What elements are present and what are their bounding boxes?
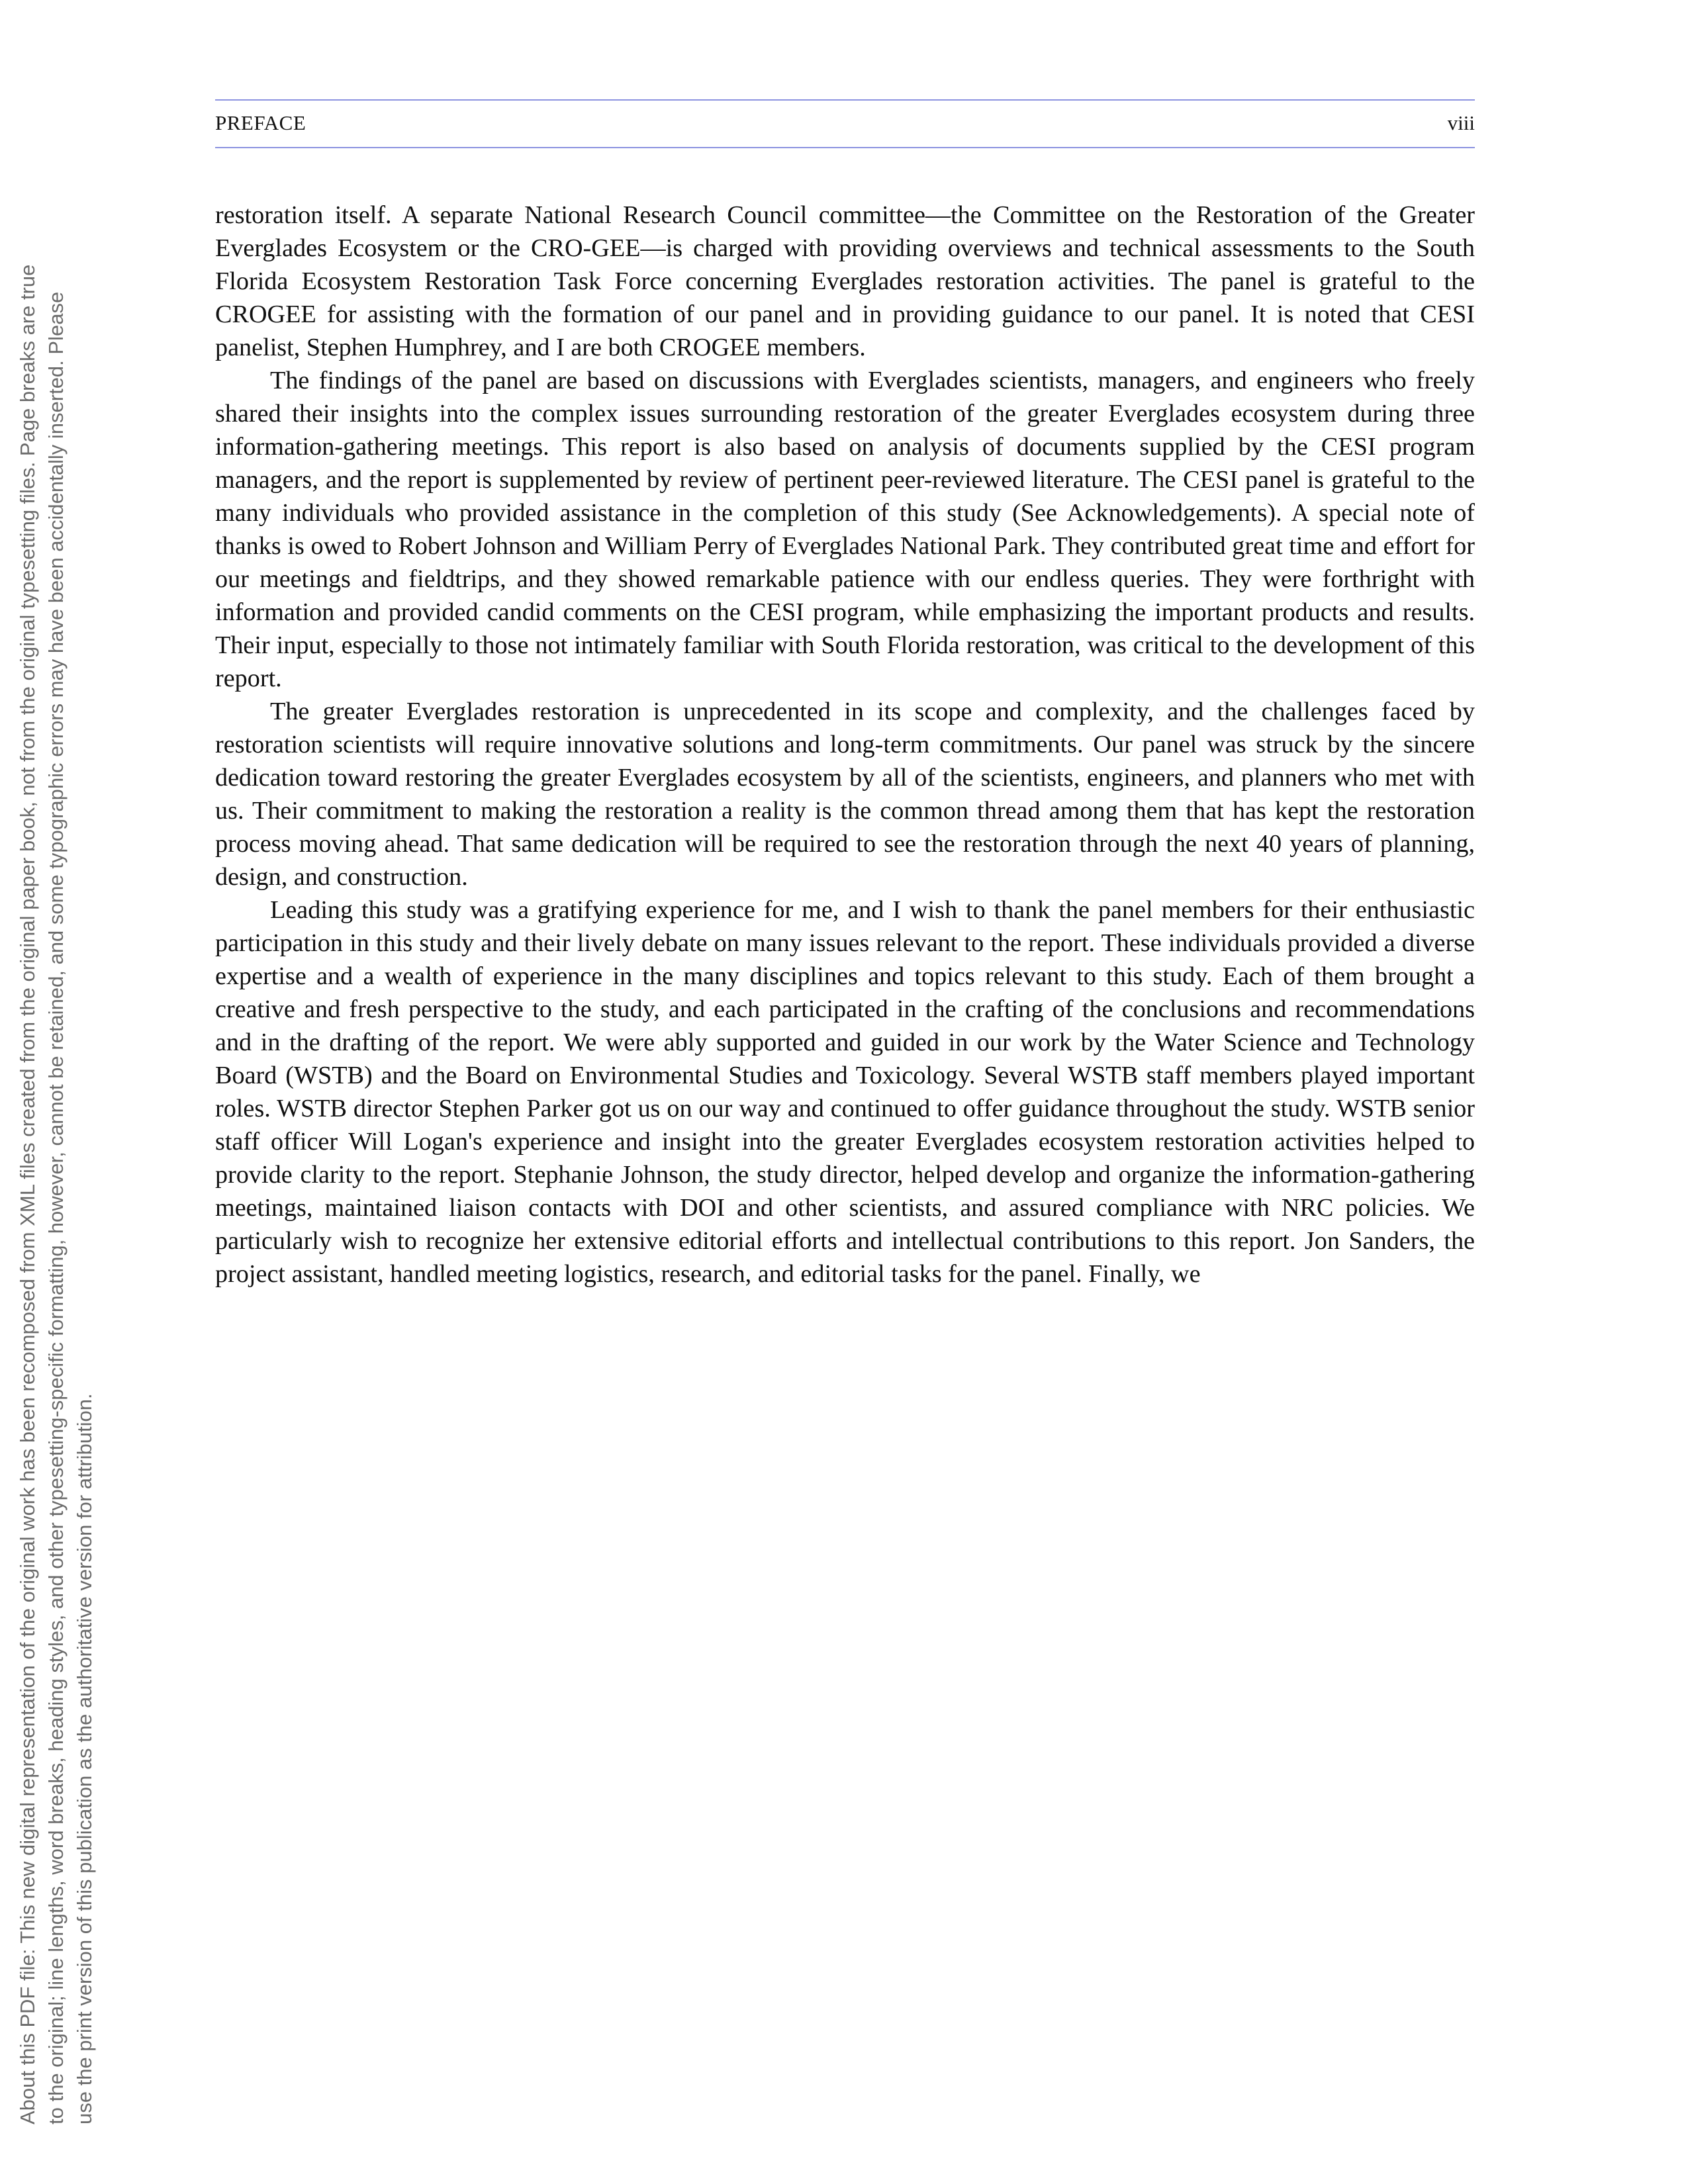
paragraph-restoration-challenges: The greater Everglades restoration is unprecedented in its scope and complexity, and the challenges faced by restoration scientists will require innovative solutions and long-term commitments. Our panel was struck by the sincere dedication toward restoring the greater Everglades ecosystem by all of the scientists, engineers, and planners who met with us. Their commitment to making the restoration a reality is the common thread among them that has kept the restoration process moving ahead. That same dedication will be required to see the restoration through the next 40 years of planning, design, and construction. xyxy=(215,698,1475,891)
header-bottom-rule xyxy=(215,147,1475,148)
pdf-disclaimer-line-3: use the print version of this publication as the authoritative version for attribution. xyxy=(73,1393,96,2124)
paragraph-continued: restoration itself. A separate National Research Council committee—the Committee on the Restoration of the Greater Everglades Ecosystem or the CRO-GEE—is charged with providing overviews and technical assessments to the South Florida Ecosystem Restoration Task Force concerning Everglades restoration activities. The panel is grateful to the CROGEE for assisting with the formation of our panel and in providing guidance to our panel. It is noted that CESI panelist, Stephen Humphrey, and I are both CROGEE members. xyxy=(215,201,1475,361)
page-number: viii xyxy=(1447,111,1475,134)
preface-body xyxy=(215,199,1475,1291)
running-head: PREFACE xyxy=(215,111,306,134)
pdf-disclaimer-note xyxy=(13,73,99,2124)
pdf-disclaimer-line-2: to the original; line lengths, word breaks, heading styles, and other typesetting-specific formatting, however, cannot be retained, and some typographic errors may have been accidentally inserted. Please xyxy=(44,291,68,2124)
header-top-rule xyxy=(215,99,1475,101)
pdf-disclaimer-line-1: About this PDF file: This new digital representation of the original work has been recomposed from XML files created from the original paper book, not from the original typesetting files. Page breaks are true xyxy=(16,264,39,2124)
paragraph-findings: The findings of the panel are based on discussions with Everglades scientists, managers, and engineers who freely shared their insights into the complex issues surrounding restoration of the greater Everglades ecosystem during three information-gathering meetings. This report is also based on analysis of documents supplied by the CESI program managers, and the report is supplemented by review of pertinent peer-reviewed literature. The CESI panel is grateful to the many individuals who provided assistance in the completion of this study (See Acknowledgements). A special note of thanks is owed to Robert Johnson and William Perry of Everglades National Park. They contributed great time and effort for our meetings and fieldtrips, and they showed remarkable patience with our endless queries. They were forthright with information and provided candid comments on the CESI program, while emphasizing the important products and results. Their input, especially to those not intimately familiar with South Florida restoration, was critical to the development of this report. xyxy=(215,367,1475,692)
paragraph-acknowledgements: Leading this study was a gratifying experience for me, and I wish to thank the panel members for their enthusiastic participation in this study and their lively debate on many issues relevant to the report. These individuals provided a diverse expertise and a wealth of experience in the many disciplines and topics relevant to this study. Each of them brought a creative and fresh perspective to the study, and each participated in the crafting of the conclusions and recommendations and in the drafting of the report. We were ably supported and guided in our work by the Water Science and Technology Board (WSTB) and the Board on Environmental Studies and Toxicology. Several WSTB staff members played important roles. WSTB director Stephen Parker got us on our way and continued to offer guidance throughout the study. WSTB senior staff officer Will Logan's experience and insight into the greater Everglades ecosystem restoration activities helped to provide clarity to the report. Stephanie Johnson, the study director, helped develop and organize the information-gathering meetings, maintained liaison contacts with DOI and other scientists, and assured compliance with NRC policies. We particularly wish to recognize her extensive editorial efforts and intellectual contributions to this report. Jon Sanders, the project assistant, handled meeting logistics, research, and editorial tasks for the panel. Finally, we xyxy=(215,896,1475,1288)
